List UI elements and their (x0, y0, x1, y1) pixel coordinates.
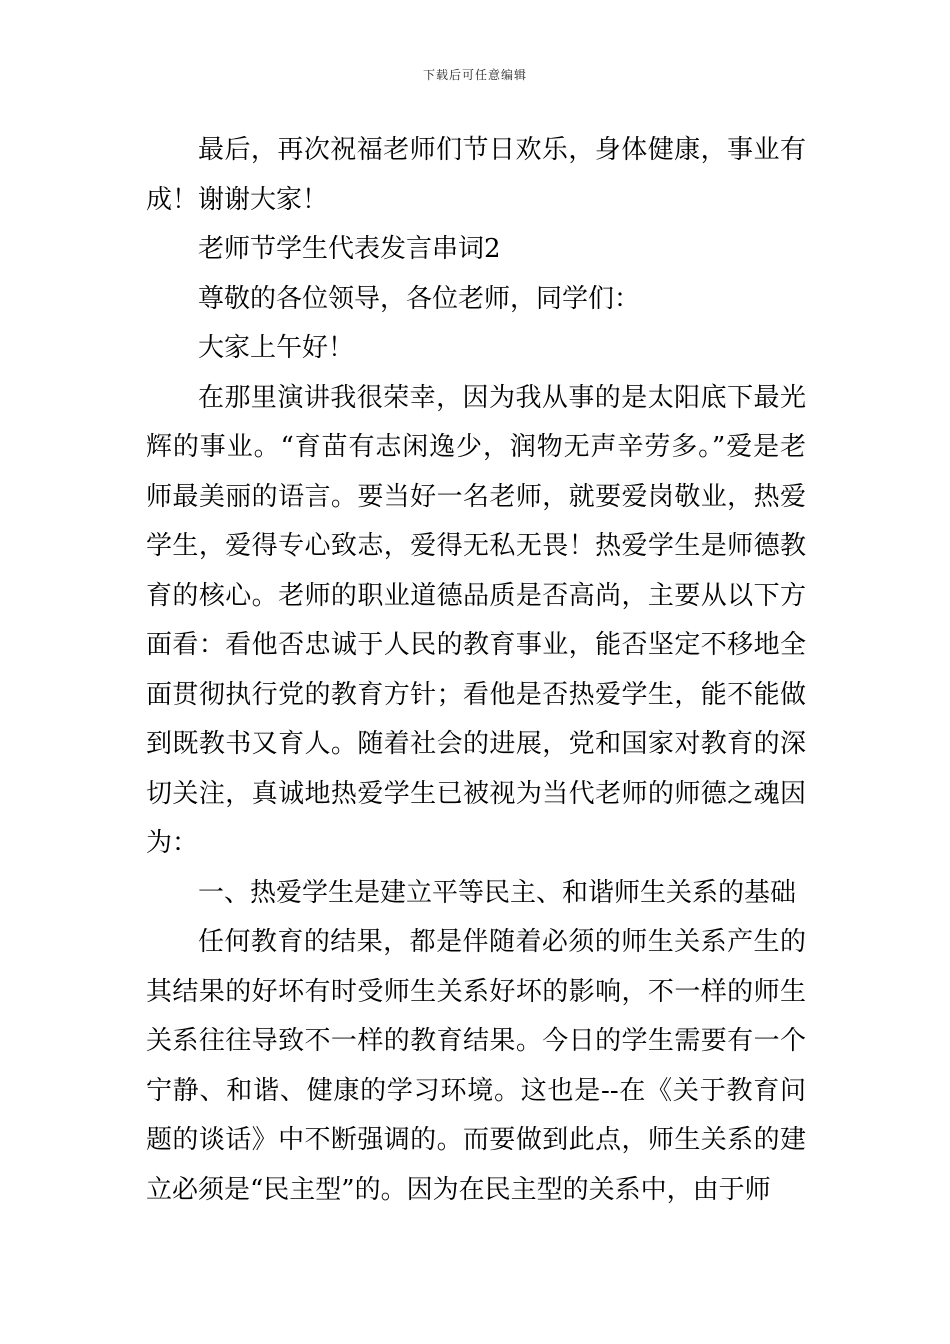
section-title: 老师节学生代表发言串词2 (198, 234, 501, 264)
greeting: 大家上午好！ (198, 333, 355, 363)
document-body (146, 126, 806, 1215)
closing-paragraph: 最后，再次祝福老师们节日欢乐，身体健康，事业有成！谢谢大家！ (146, 135, 806, 215)
body-paragraph: 任何教育的结果，都是伴随着必须的师生关系产生的其结果的好坏有时受师生关系好坏的影响，不一样的师生关系往往导致不一样的教育结果。今日的学生需要有一个宁静、和谐、健康的学习环境。这也是--在《关于教育问题的谈话》中不断强调的。而要做到此点，师生关系的建立必须是“民主型”的。因为在民主型的关系中，由于师 (146, 927, 806, 1205)
page-header-note: 下载后可任意编辑 (422, 68, 527, 82)
salutation: 尊敬的各位领导，各位老师，同学们： (198, 283, 641, 314)
subheading: 一、热爱学生是建立平等民主、和谐师生关系的基础 (198, 877, 797, 908)
body-paragraph: 在那里演讲我很荣幸，因为我从事的是太阳底下最光辉的事业。“育苗有志闲逸少，润物无声辛劳多。”爱是老师最美丽的语言。要当好一名老师，就要爱岗敬业，热爱学生，爱得专心致志，爱得无私无畏！热爱学生是师德教育的核心。老师的职业道德品质是否高尚，主要从以下方面看：看他否忠诚于人民的教育事业，能否坚定不移地全面贯彻执行党的教育方针；看他是否热爱学生，能不能做到既教书又育人。随着社会的进展，党和国家对教育的深切关注，真诚地热爱学生已被视为当代老师的师德之魂因为： (146, 382, 806, 858)
